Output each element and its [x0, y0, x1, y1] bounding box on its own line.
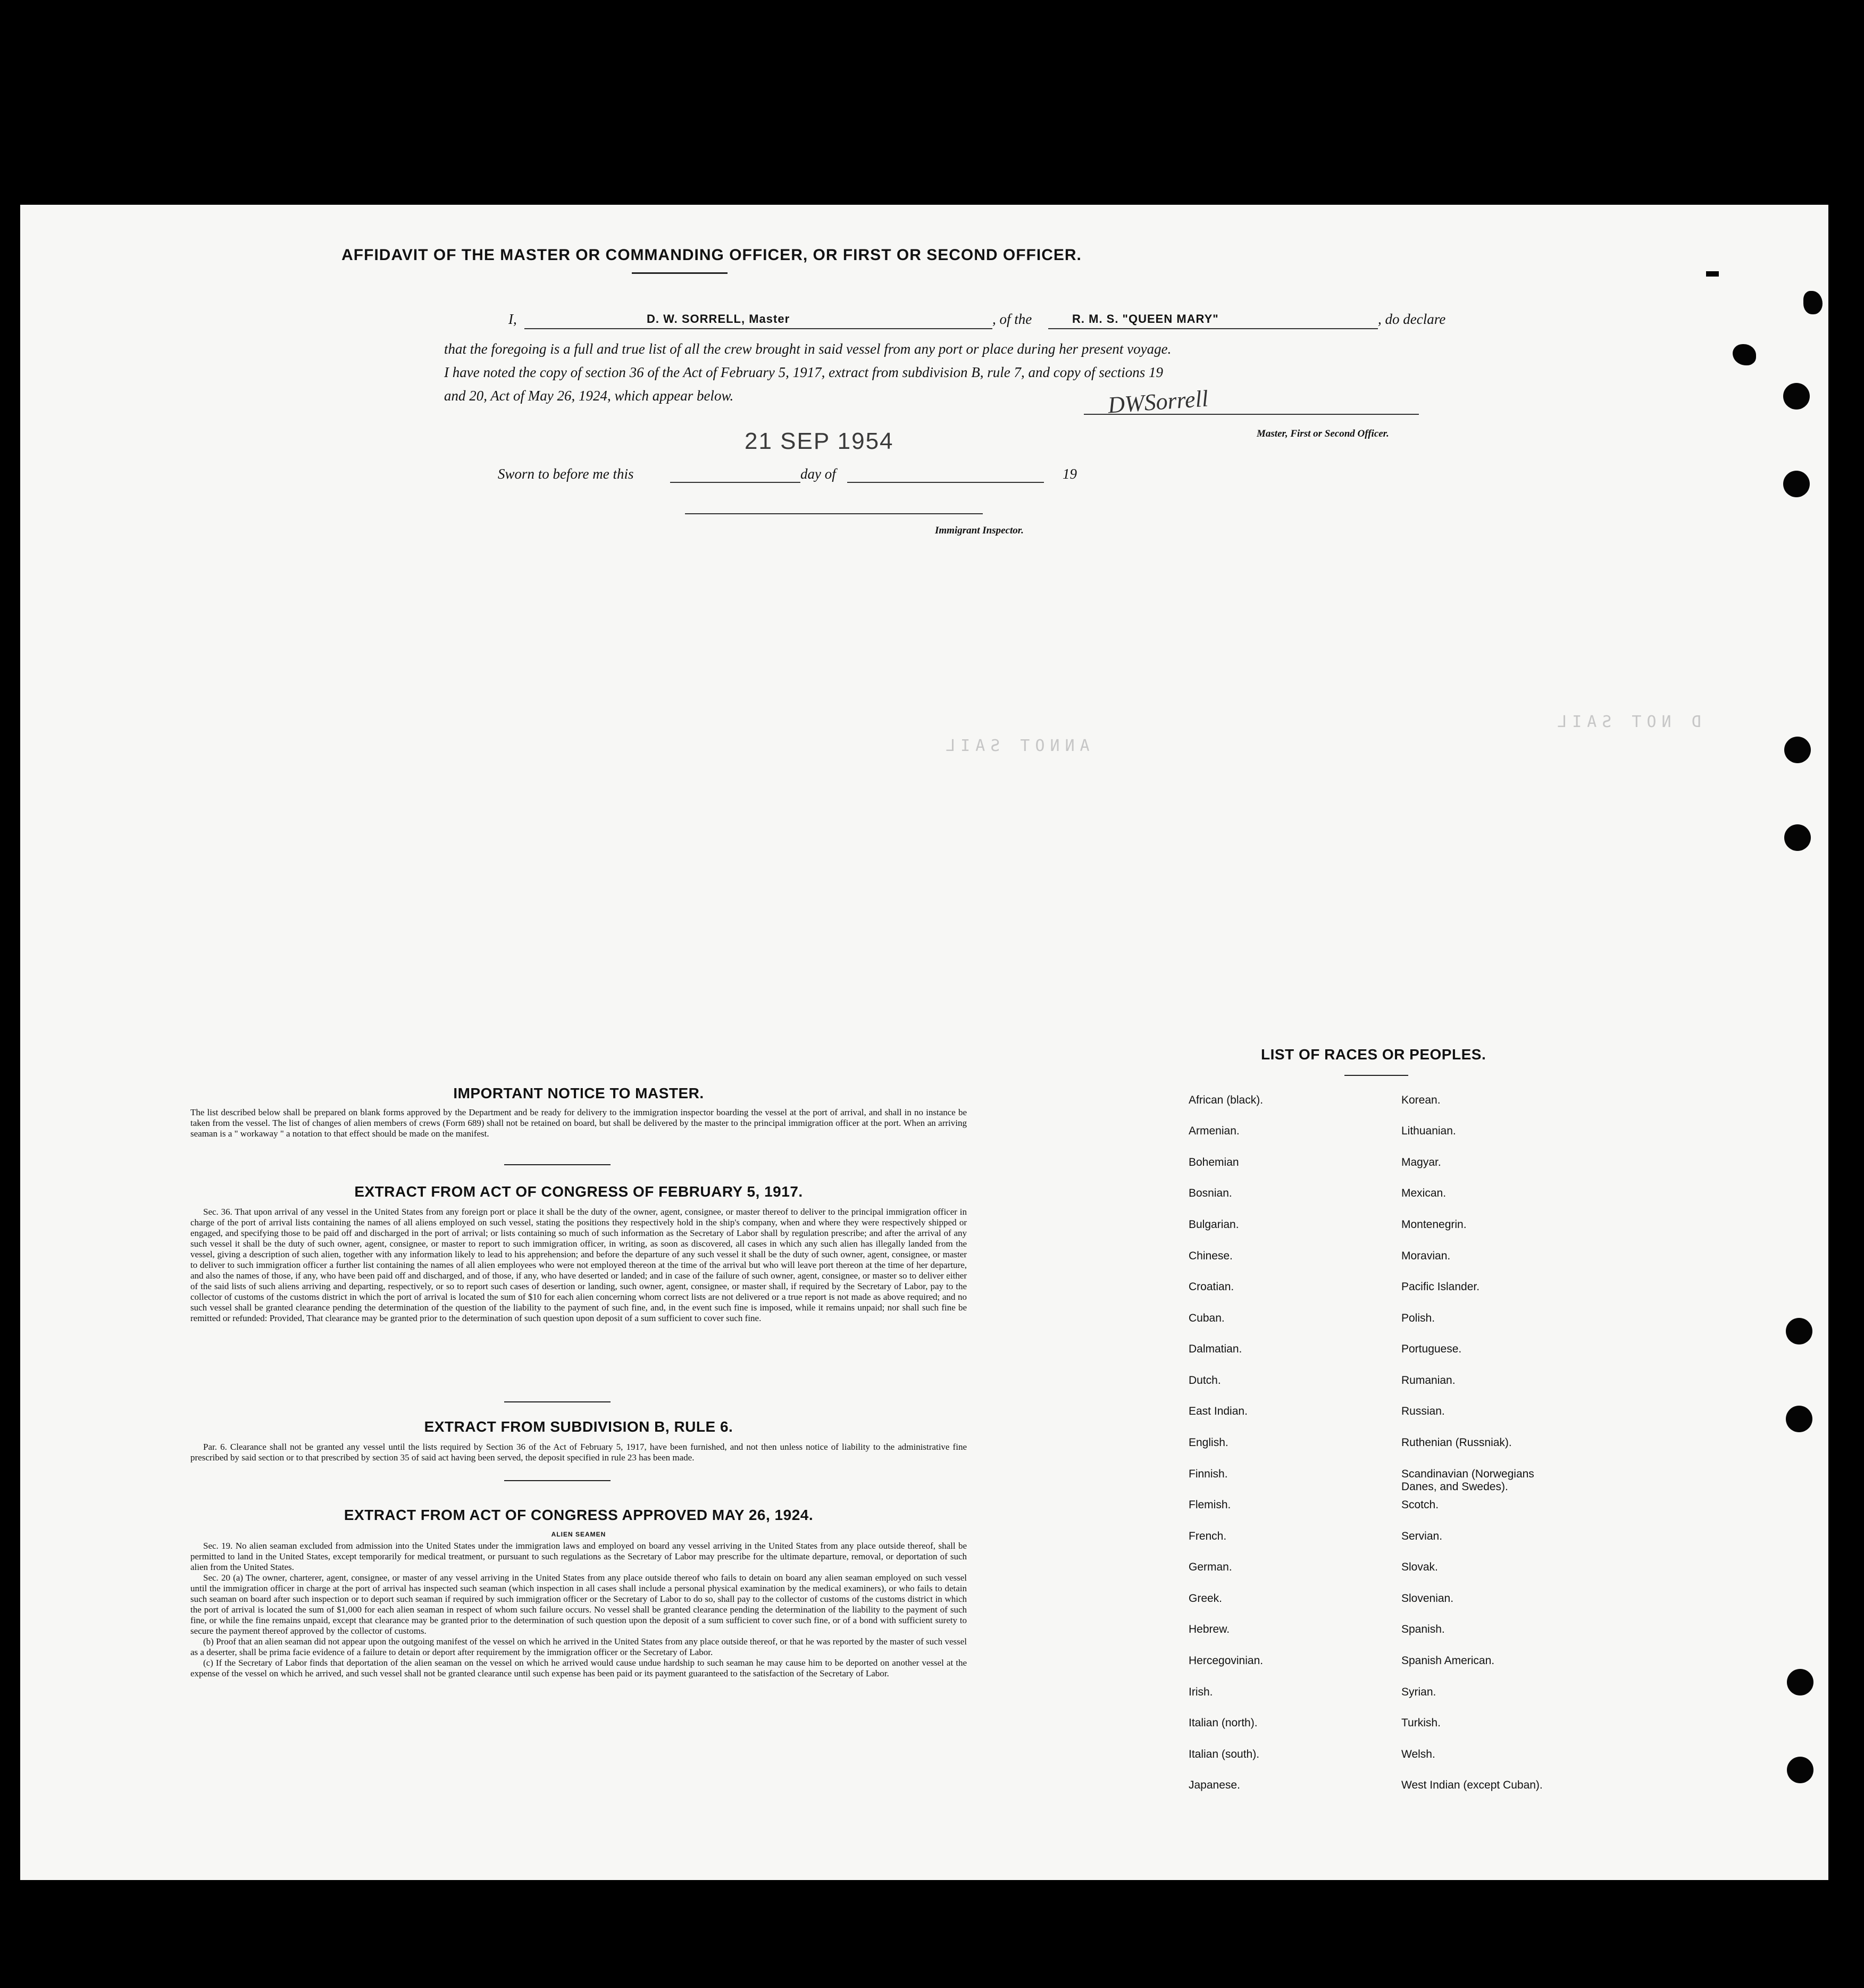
race-item: Dalmatian.: [1189, 1343, 1242, 1355]
notice-title: IMPORTANT NOTICE TO MASTER.: [453, 1085, 704, 1101]
vessel-value: R. M. S. "QUEEN MARY": [1072, 312, 1219, 325]
subdivision-divider: [504, 1480, 611, 1481]
race-item: Slovenian.: [1401, 1592, 1454, 1605]
extract-1917-text: [190, 1207, 967, 1324]
extract-1917-divider: [504, 1401, 611, 1402]
affidavit-line-4: and 20, Act of May 26, 1924, which appear below.: [444, 388, 734, 404]
race-item: Bulgarian.: [1189, 1218, 1239, 1231]
extract-1924-text: [190, 1541, 967, 1679]
race-item: Russian.: [1401, 1405, 1445, 1417]
race-item: Italian (south).: [1189, 1748, 1260, 1760]
race-item: Welsh.: [1401, 1748, 1435, 1760]
race-item: Scotch.: [1401, 1499, 1439, 1511]
inspector-line: [685, 507, 983, 514]
race-item: Rumanian.: [1401, 1374, 1456, 1386]
master-signature: DWSorrell: [1107, 385, 1209, 419]
vessel-field: [1048, 311, 1378, 329]
race-item: Lithuanian.: [1401, 1125, 1456, 1137]
subdivision-title: EXTRACT FROM SUBDIVISION B, RULE 6.: [424, 1418, 733, 1435]
race-item: Finnish.: [1189, 1468, 1228, 1480]
race-item: Moravian.: [1401, 1250, 1451, 1262]
race-item: French.: [1189, 1530, 1227, 1542]
race-item: Hebrew.: [1189, 1623, 1230, 1635]
bleed-through-stamp-right: D NOT SAIL: [1552, 713, 1701, 731]
race-item: Cuban.: [1189, 1312, 1225, 1324]
sworn-prefix: Sworn to before me this: [498, 466, 634, 482]
do-declare-text: , do declare: [1378, 311, 1446, 327]
affidavit-title: AFFIDAVIT OF THE MASTER OR COMMANDING OFFICER, OR FIRST OR SECOND OFFICER.: [341, 246, 1082, 264]
of-the-text: , of the: [992, 311, 1032, 327]
race-item: East Indian.: [1189, 1405, 1248, 1417]
race-item: Armenian.: [1189, 1125, 1240, 1137]
extract-1924-paragraph: (c) If the Secretary of Labor finds that deportation of the alien seaman on the vessel on which he arrived would cause undue hardship to such seaman he may cause him to be deported on another vessel at the expense of the vessel on which he arrived, and such vessel shall not be granted clearance until such expense has been paid or its payment guaranteed to the satisfaction of the Secretary of Labor.: [190, 1658, 967, 1678]
punch-hole: [1786, 1318, 1812, 1344]
inspector-caption: Immigrant Inspector.: [935, 525, 1024, 536]
punch-hole: [1784, 824, 1811, 851]
affidavit-line-2: that the foregoing is a full and true list of all the crew brought in said vessel from any port or place during her present voyage.: [444, 341, 1172, 357]
race-item: African (black).: [1189, 1094, 1264, 1106]
torn-corner-mark: [1803, 291, 1823, 314]
race-item: Pacific Islander.: [1401, 1281, 1480, 1293]
notice-divider: [504, 1164, 611, 1165]
day-of-text: day of: [800, 466, 836, 482]
race-item: Chinese.: [1189, 1250, 1233, 1262]
punch-hole: [1784, 737, 1811, 763]
race-item: Hercegovinian.: [1189, 1655, 1264, 1667]
race-item: Slovak.: [1401, 1561, 1438, 1573]
race-item: Spanish American.: [1401, 1655, 1495, 1667]
races-title: LIST OF RACES OR PEOPLES.: [1261, 1046, 1486, 1063]
race-item: Japanese.: [1189, 1779, 1240, 1791]
extract-1924-title: EXTRACT FROM ACT OF CONGRESS APPROVED MAY 26, 1924.: [344, 1507, 814, 1523]
race-item: Magyar.: [1401, 1156, 1441, 1168]
race-item: Irish.: [1189, 1686, 1213, 1698]
race-item: Greek.: [1189, 1592, 1223, 1605]
title-underline: [632, 272, 728, 274]
race-item: Servian.: [1401, 1530, 1443, 1542]
races-divider: [1344, 1075, 1408, 1076]
race-item: Bohemian: [1189, 1156, 1239, 1168]
race-item: Italian (north).: [1189, 1717, 1258, 1729]
affidavit-prefix: I,: [508, 311, 517, 327]
extract-1917-paragraph: Sec. 36. That upon arrival of any vessel in the United States from any foreign port or place it shall be the duty of the owner, agent, consignee, or master thereof to deliver to the principal immigration officer in charge of the port of arrival lists containing the names of all aliens employed on such vessel, stating the positions they respectively hold in the ship's company, when and where they were respectively shipped or engaged, and specifying those to be paid off and discharged in the port of arrival; or lists containing so much of such information as the Secretary of Labor shall by regulation prescribe; and after the arrival of any such vessel it shall be the duty of such owner, agent, consignee, or master to report to such immigration officer, in writing, as soon as discovered, all cases in which any such alien has illegally landed from the vessel, giving a description of such alien, together with any information likely to lead to his apprehension; and before the departure of any such vessel it shall be the duty of such owner, agent, consignee, or master to deliver to such immigration officer a further list containing the names of all alien employees who were not employed thereon at the time of the arrival but who will leave port thereon at the time of her departure, and also the names of those, if any, who have been paid off and discharged, and of those, if any, who have deserted or landed; and in case of the failure of such owner, agent, consignee, or master so to deliver either of the said lists of such aliens arriving and departing, respectively, or so to report such cases of desertion or landing, such owner, agent, consignee, or master shall, if required by the Secretary of Labor, pay to the collector of customs of the customs district in which the port of arrival is located the sum of $10 for each alien concerning whom correct lists are not delivered or a true report is not made as above required; and no such vessel shall be granted clearance pending the determination of the question of the liability to the payment of such fine, and, in the event such fine is imposed, while it remains unpaid; nor shall such fine be remitted or refunded: Provided, That clearance may be granted prior to the determination of such question upon deposit of a sum sufficient to cover such fine.: [190, 1207, 967, 1323]
race-item: Mexican.: [1401, 1187, 1447, 1199]
document-page: [20, 205, 1828, 1880]
race-item: Flemish.: [1189, 1499, 1231, 1511]
notice-text: The list described below shall be prepared on blank forms approved by the Department and be ready for delivery to the immigration inspector boarding the vessel at the port of arrival, and shall in no instance be taken from the vessel. The list of changes of alien members of crews (Form 689) shall not be retained on board, but shall be delivered by the master to the principal immigration officer at the port. When an arriving seaman is a " workaway " a notation to that effect should be made on the manifest.: [190, 1107, 967, 1139]
race-item: Polish.: [1401, 1312, 1435, 1324]
sworn-month-field: [847, 468, 1044, 483]
extract-1924-paragraph: (b) Proof that an alien seaman did not appear upon the outgoing manifest of the vessel on which he arrived in the United States from any place outside thereof, or that he was reported by the master of such vessel as a deserter, shall be prima facie evidence of a failure to detain or deport after requirement by the immigration officer or the Secretary of Labor.: [190, 1636, 967, 1657]
race-item: Montenegrin.: [1401, 1218, 1467, 1231]
race-item: Ruthenian (Russniak).: [1401, 1436, 1512, 1449]
extract-1924-paragraph: Sec. 20 (a) The owner, charterer, agent, consignee, or master of any vessel arriving in the United States from any place outside thereof who fails to detain on board any alien seaman employed on such vessel until the immigration officer in charge at the port of arrival has inspected such seaman (which inspection in all cases shall include a personal physical examination by the medical examiners), or who fails to detain such seaman on board after such inspection or to deport such seaman if required by such immigration officer or the Secretary of Labor to do so, shall pay to the collector of customs of the customs district in which the port of arrival is located the sum of $1,000 for each alien seaman in respect of whom such failure occurs. No vessel shall be granted clearance pending the determination of the liability to the payment of such fine, or while the fine remains unpaid, except that clearance may be granted prior to the determination of such question upon the deposit of a sum sufficient to cover such fine, or of a bond with sufficient surety to secure the payment thereof approved by the collector of customs.: [190, 1573, 967, 1636]
extract-1924-subtitle: ALIEN SEAMEN: [551, 1531, 606, 1538]
year-prefix: 19: [1063, 466, 1077, 482]
race-item: Turkish.: [1401, 1717, 1441, 1729]
race-item: Korean.: [1401, 1094, 1441, 1106]
signature-caption: Master, First or Second Officer.: [1257, 428, 1389, 439]
torn-corner-mark: [1733, 344, 1756, 365]
torn-corner-mark: [1706, 271, 1719, 277]
bleed-through-stamp-left: ANNOT SAIL: [940, 737, 1090, 755]
extract-1917-title: EXTRACT FROM ACT OF CONGRESS OF FEBRUARY 5, 1917.: [354, 1183, 803, 1200]
punch-hole: [1786, 1406, 1812, 1432]
punch-hole: [1783, 471, 1810, 497]
affidavit-line-3: I have noted the copy of section 36 of the Act of February 5, 1917, extract from subdivision B, rule 7, and copy of sections 19: [444, 364, 1163, 380]
signature-line: [1084, 404, 1419, 415]
race-item: German.: [1189, 1561, 1232, 1573]
extract-1924-paragraph: Sec. 19. No alien seaman excluded from admission into the United States under the immigration laws and employed on board any vessel arriving in the United States from any place outside thereof, shall be permitted to land in the United States, except temporarily for medical treatment, or pursuant to such regulations as the Secretary of Labor may prescribe for the ultimate departure, removal, or deportation of such alien from the United States.: [190, 1541, 967, 1572]
subdivision-paragraph: Par. 6. Clearance shall not be granted any vessel until the lists required by Section 36 of the Act of February 5, 1917, have been furnished, and not then unless notice of liability to the administrative fine prescribed by said section or to that prescribed by section 35 of said act having been served, the deposit specified in rule 23 has been made.: [190, 1442, 967, 1463]
race-item: Syrian.: [1401, 1686, 1436, 1698]
punch-hole: [1783, 383, 1810, 410]
race-item: Bosnian.: [1189, 1187, 1232, 1199]
date-stamp: 21 SEP 1954: [745, 428, 894, 454]
subdivision-text: [190, 1442, 967, 1463]
punch-hole: [1787, 1669, 1813, 1695]
master-name-field: [524, 311, 992, 329]
sworn-day-field: [670, 468, 800, 483]
race-item: Portuguese.: [1401, 1343, 1462, 1355]
punch-hole: [1787, 1757, 1813, 1783]
master-name-value: D. W. SORRELL, Master: [647, 312, 790, 325]
race-item: English.: [1189, 1436, 1228, 1449]
race-item: Spanish.: [1401, 1623, 1445, 1635]
race-item: West Indian (except Cuban).: [1401, 1779, 1543, 1791]
race-item: Scandinavian (Norwegians Danes, and Swedes).: [1401, 1468, 1534, 1493]
race-item: Croatian.: [1189, 1281, 1234, 1293]
race-item: Dutch.: [1189, 1374, 1221, 1386]
